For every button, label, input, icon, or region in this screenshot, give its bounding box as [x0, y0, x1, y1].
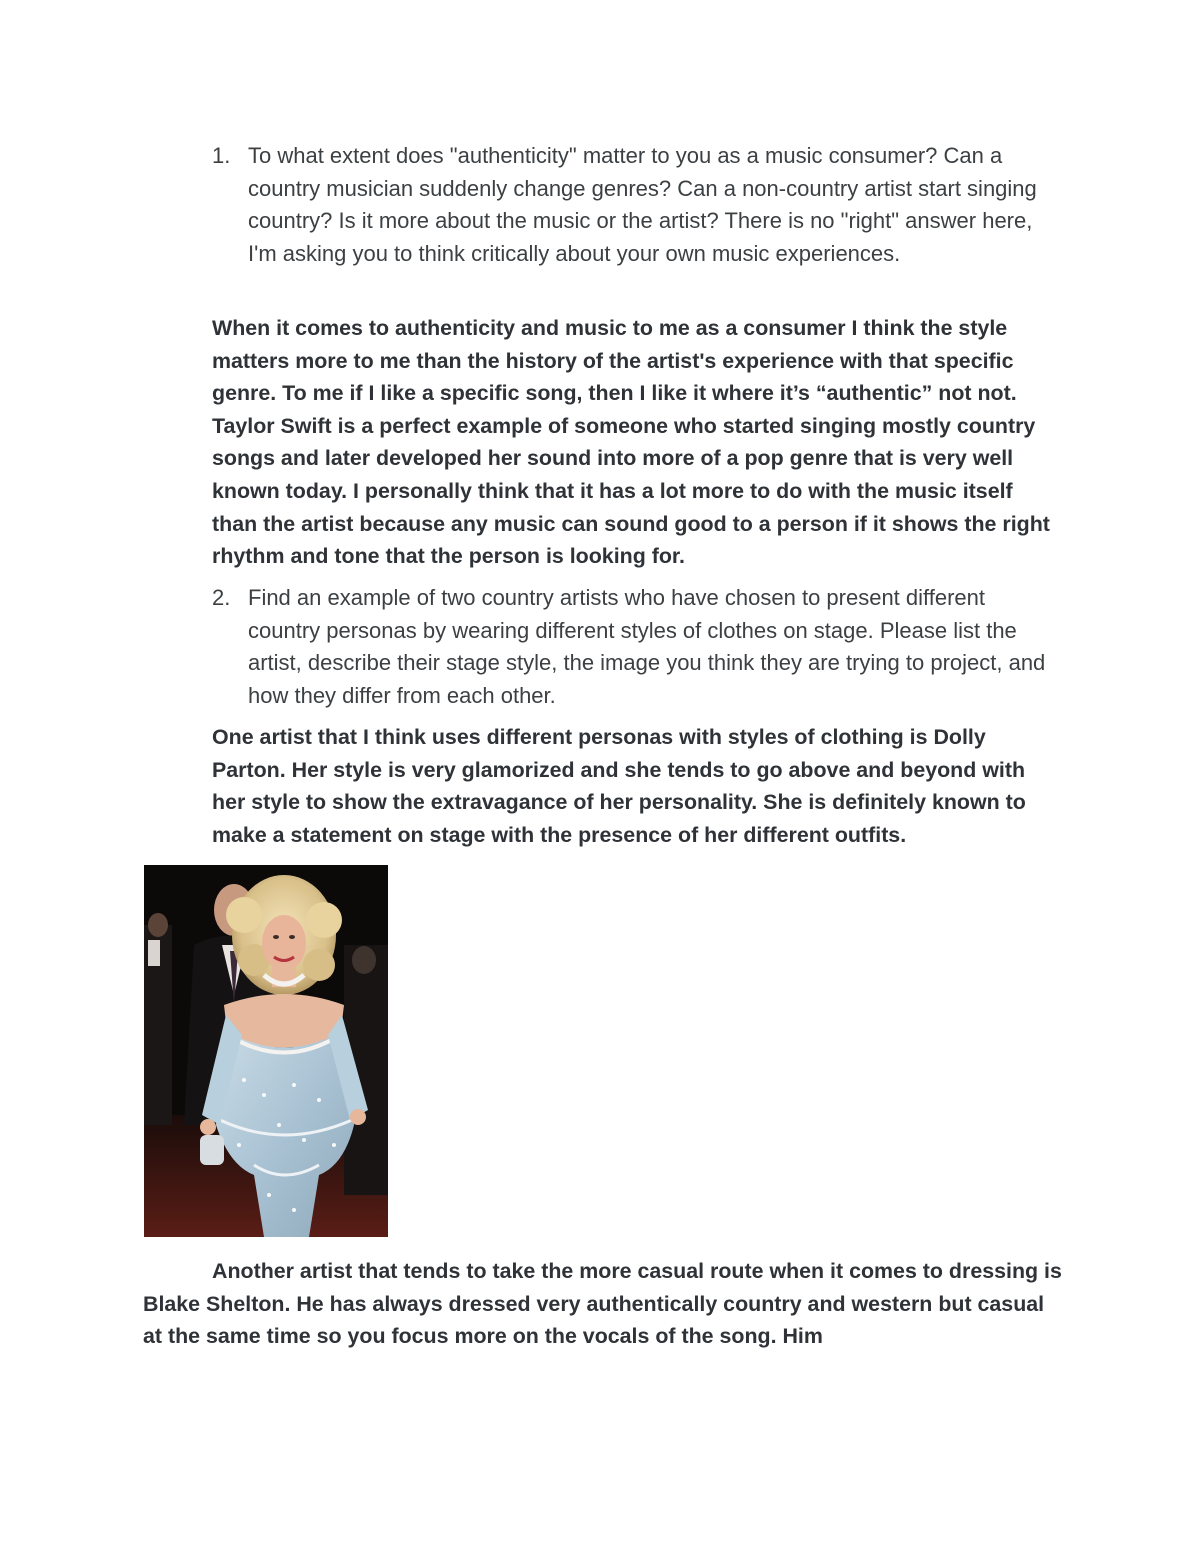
answer-3 — [143, 1255, 1063, 1353]
answer-3-text: Another artist that tends to take the more casual route when it comes to dressing is Blake Shelton. He has always dressed very authentically country and western but casual at the same time so you focus more on the vocals of the song. Him — [143, 1259, 1062, 1349]
answer-2: One artist that I think uses different personas with styles of clothing is Dolly Parton. Her style is very glamorized and she tends to go above and beyond with her style to show the extravagance of her personality. She is definitely known to make a statement on stage with the presence of her different outfits. — [212, 725, 1026, 847]
question-number: 2. — [212, 585, 231, 610]
question-number: 1. — [212, 143, 231, 168]
question-1 — [212, 140, 1062, 270]
answer-1: When it comes to authenticity and music to me as a consumer I think the style matters more to me than the history of the artist's experience with that specific genre. To me if I like a specific song, then I like it where it’s “authentic” not not. Taylor Swift is a perfect example of someone who started singing mostly country songs and later developed her sound into more of a pop genre that is very well known today. I personally think that it has a lot more to do with the music itself than the artist because any music can sound good to a person if it shows the right rhythm and tone that the person is looking for. — [212, 316, 1050, 569]
question-text: Find an example of two country artists who have chosen to present different country personas by wearing different styles of clothes on stage. Please list the artist, describe their stage style, the image you think they are trying to project, and how they differ from each other. — [248, 585, 1046, 708]
photo-illustration — [144, 865, 388, 1237]
dolly-parton-photo — [144, 865, 388, 1237]
question-2 — [212, 582, 1062, 712]
question-text: To what extent does "authenticity" matter to you as a music consumer? Can a country musician suddenly change genres? Can a non-country artist start singing country? Is it more about the music or the artist? There is no "right" answer here, I'm asking you to think critically about your own music experiences. — [248, 143, 1037, 266]
